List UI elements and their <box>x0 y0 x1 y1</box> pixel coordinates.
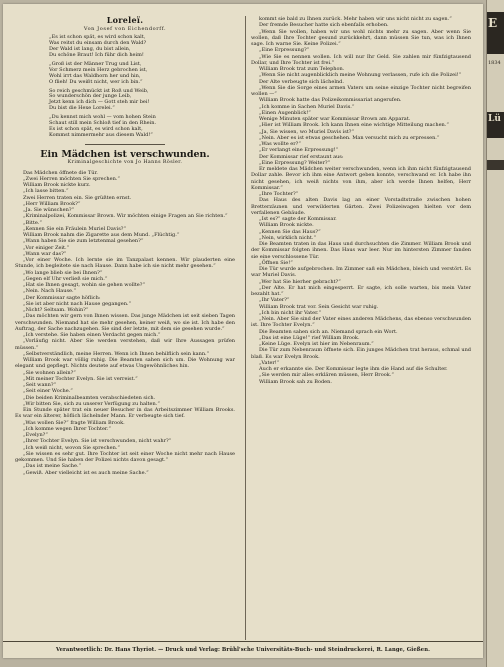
poem-title: Loreleï. <box>106 15 144 25</box>
poem-line: Es ist schon spät, es wird schon kalt, <box>49 125 143 132</box>
story-paragraph: „Sie wohnen allein?“ <box>23 369 76 376</box>
story-paragraph: kommt sie bald zu Ihnen zurück. Mehr haben wir uns nicht nicht zu sagen.“ <box>259 16 452 22</box>
story-paragraph: „Wenn Sie wollen, haben wir uns wohl nichts mehr zu sagen. Aber wenn Sie wollen, daß Ihre Tochter gesund zurückkehrt, dann müssen Sie tun, was ich Ihnen sage. Ich warne Sie. Keine Polizei.“ <box>251 28 471 47</box>
story-paragraph: Das Mädchen öffnete die Tür. <box>23 169 98 176</box>
edge-word-1: Lü <box>488 114 501 124</box>
story-paragraph: „Selbstverständlich, meine Herren. Wenn ich Ihnen behilflich sein kann.“ <box>23 350 210 357</box>
poem-line: Wohl irrt das Waldhorn her und hin, <box>49 72 141 79</box>
poem-stanzas <box>15 35 235 139</box>
masthead-fragment-3 <box>487 160 504 170</box>
story-paragraph: „Wenn Sie die Sorge eines armen Vaters um seine einzige Tochter nicht begreifen wollen —“ <box>251 84 471 97</box>
story-paragraph: „Wir bitten Sie, sich zu unserer Verfügung zu halten.“ <box>23 400 160 407</box>
story-paragraph: „Sie werden mir alles erklären müssen, Herr Brook.“ <box>259 372 394 379</box>
poem-stanza <box>15 89 235 113</box>
poem-line: Du bist die Hexe Lorelei.“ <box>49 105 115 112</box>
masthead-letter: E <box>488 16 498 30</box>
story-paragraph: „Gegen elf Uhr verließ sie mich.“ <box>23 275 108 282</box>
story-paragraph: Der Alte verbeugte sich lächelnd. <box>259 78 344 85</box>
story-paragraph: „Das ist meine Sache.“ <box>23 463 82 470</box>
story-paragraph: William Brook hatte das Polizeikommissariat angerufen. <box>259 97 402 104</box>
imprint-footer: Verantwortlich: Dr. Hans Thyriot. — Druck und Verlag: Brühl'sche Universitäts-Buch- und Steindruckerei, R. Lange, Gießen. <box>3 641 483 658</box>
story-subtitle: Kriminalgeschichte von Jo Hanns Rösler. <box>67 160 183 166</box>
story-paragraph: „Vater!“ <box>259 359 280 366</box>
story-paragraph: „Keine Lüge. Evelyn ist hier im Nebenraum.“ <box>259 341 374 347</box>
story-paragraph: Der Kommissar rief erstaunt aus: <box>259 153 344 160</box>
adjacent-page-edge <box>486 0 504 667</box>
story-paragraph: „Nein. Aber es ist etwas geschehen. Man versucht mich zu erpressen.“ <box>259 134 440 141</box>
story-paragraph: „Seit einer Woche.“ <box>23 388 73 395</box>
story-paragraph: „Ich weiß nicht, wovon Sie sprechen.“ <box>23 444 120 451</box>
story-paragraph: „Eine Erpressung? Weiter?“ <box>259 159 331 166</box>
story-paragraph: „Ihrer Tochter Evelyn. Sie ist verschwunden, nicht wahr?“ <box>23 438 172 445</box>
story-paragraph: Die Beamten sahen sich an. Niemand sprach ein Wort. <box>259 328 398 335</box>
story-paragraph: „Ich verstehe. Sie haben einen Verdacht gegen mich.“ <box>23 332 161 339</box>
story-paragraph: „Sie wissen es sehr gut. Ihre Tochter ist seit einer Woche nicht mehr nach Hause gekommen. Und Sie haben der Polizei nichts davon gesagt.“ <box>15 450 235 464</box>
column-divider <box>245 16 246 640</box>
story-paragraph: „Gewiß. Aber vielleicht ist es auch meine Sache.“ <box>23 469 149 476</box>
edge-word-2: 1834 <box>488 60 501 66</box>
story-paragraph: „Ihr Vater?“ <box>259 297 290 304</box>
poem-author: Von Josef von Eichendorff. <box>83 26 167 32</box>
story-paragraph: „Wer hat Sie hierher gebracht?“ <box>259 278 341 285</box>
story-paragraph: „Seit wann?“ <box>23 382 57 389</box>
story-paragraph: Wenige Minuten später war Kommissar Brown am Apparat. <box>259 116 411 122</box>
story-paragraph: „Hat sie Ihnen gesagt, wohin sie gehen wollte?“ <box>23 282 145 289</box>
story-paragraph: „Nicht? Seltsam. Wohin?“ <box>23 307 89 314</box>
poem-line: O flieh! Du weißt nicht, wer ich bin.“ <box>49 78 143 85</box>
story-paragraph: William Brook war völlig ruhig. Die Beamten sahen sich um. Die Wohnung war elegant und gepflegt. Nichts deutete auf etwas Ungewöhnliches hin. <box>15 357 235 370</box>
right-column <box>251 16 471 385</box>
story-paragraph: Auch er erkannte sie. Der Kommissar legte ihm die Hand auf die Schulter. <box>259 366 448 372</box>
story-paragraph: „Vorläufig nicht. Aber Sie werden verstehen, daß wir Ihre Aussagen prüfen müssen.“ <box>15 338 235 351</box>
poem-line: Vor Schmerz mein Herz gebrochen ist, <box>49 66 148 73</box>
story-paragraph: „Das möchten wir gern von Ihnen wissen. Das junge Mädchen ist seit sieben Tagen verschwunden. Niemand hat sie mehr gesehen, keiner weiß, wo sie ist. Ich habe den Auftrag, der Sache nachzugehen. Sie sind der letzte, mit dem sie gesehen wurde.“ <box>15 313 235 332</box>
story-paragraph: „Ich bin nicht ihr Vater.“ <box>259 309 322 316</box>
story-paragraph: William Brook nahm die Zigarette aus dem Mund. „Flüchtig.“ <box>23 232 180 239</box>
story-paragraph: „Wo lange blieb sie bei Ihnen?“ <box>23 269 103 276</box>
story-paragraph: „Ich komme in Sachen Muriel Davis.“ <box>259 103 355 110</box>
poem-stanza <box>15 35 235 59</box>
story-paragraph: „Zwei Herren möchten Sie sprechen.“ <box>23 175 120 182</box>
story-paragraph: „Öffnen Sie!“ <box>259 259 293 266</box>
poem-line: Du schöne Braut! Ich führ dich heim! <box>49 51 144 58</box>
story-paragraph: Ein Stunde später trat ein neuer Besucher in das Arbeitszimmer William Brooks. Es war ein älterer, höflich lächelnder Mann. Er verbeugte sich tief. <box>15 407 235 420</box>
story-paragraph: Zwei Herren traten ein. Sie grüßten ernst. <box>23 194 132 201</box>
poem-line: So reich geschmückt ist Roß und Weib, <box>49 87 149 94</box>
newspaper-page <box>3 4 483 658</box>
story-text-left <box>15 170 235 476</box>
story-paragraph: William Brook trat zum Telephon. <box>259 66 345 72</box>
story-paragraph: „Wenn Sie nicht augenblicklich meine Wohnung verlassen, rufe ich die Polizei!“ <box>259 72 462 79</box>
story-paragraph: „Er verlangt eine Erpressung!“ <box>259 147 339 154</box>
story-paragraph: Die Beamten traten in das Haus und durchsuchten die Zimmer. William Brook und der Kommissar folgten ihnen. Das Haus war leer. Nur im hintersten Zimmer fanden sie eine verschlossene Tür. <box>251 241 471 260</box>
left-column <box>15 16 235 476</box>
story-paragraph: Die Tür zum Nebenraum öffnete sich. Ein junges Mädchen trat heraus, schmal und blaß. Es war Evelyn Brook. <box>251 347 471 360</box>
story-paragraph: „Ist es?“ sagte der Kommissar. <box>259 216 337 222</box>
story-paragraph: „Wann haben Sie sie zum letztenmal gesehen?“ <box>23 238 144 245</box>
story-paragraph: „Kennen Sie ein Fräulein Muriel Davis?“ <box>23 225 127 232</box>
story-paragraph: „Ja. Sie wünschen?“ <box>23 207 75 214</box>
section-divider <box>85 144 165 145</box>
story-paragraph: „Evelyn?“ <box>23 432 48 439</box>
poem-stanza <box>15 115 235 139</box>
story-paragraph: „Der Alte. Er hat mich eingesperrt. Er sagte, ich solle warten, bis mein Vater bezahlt hat.“ <box>251 284 471 297</box>
story-paragraph: Er meldete das Mädchen weiter verschwunden, wenn ich ihm nicht fünfzigtausend Dollar zahle. Bevor ich ihm eine Antwort geben konnte, verschwand er. Ich habe ihn nicht gesehen, ich weiß nichts von ihm, aber ich werde Ihnen helfen, Herr Kommissar.“ <box>251 166 471 191</box>
story-paragraph: „Hier ist William Brook. Ich kann Ihnen eine wichtige Mitteilung machen.“ <box>259 122 449 129</box>
story-paragraph: William Brook sah zu Boden. <box>259 378 332 385</box>
story-paragraph: „Eine Erpressung?“ <box>259 47 310 54</box>
story-paragraph: „Vor einiger Zeit.“ <box>23 244 70 251</box>
story-paragraph: „Was wollte er?“ <box>259 141 301 147</box>
story-paragraph: „Die beiden Kriminalbeamten verabschiedeten sich. <box>23 394 156 401</box>
story-paragraph: „Wann war das?“ <box>23 250 67 257</box>
story-paragraph: „Nein. Aber Sie sind der Vater eines anderen Mädchens, das ebenso verschwunden ist. Ihre Tochter Evelyn.“ <box>251 316 471 329</box>
poem-line: Kommst nimmermehr aus diesem Wald!“ <box>49 131 153 138</box>
story-paragraph: „Der Kommissar sagte höflich: <box>23 294 101 301</box>
poem-line: Schaut still mein Schloß tief in den Rhein. <box>49 120 157 127</box>
story-paragraph: „Ich lasse bitten.“ <box>23 188 69 195</box>
poem-line: „Es ist schon spät, es wird schon kalt, <box>49 34 146 41</box>
poem-line: Was reitst du einsam durch den Wald? <box>49 40 147 47</box>
story-paragraph: „Ihre Tochter?“ <box>259 191 299 197</box>
story-paragraph: „Kriminalpolizei, Kommissar Brown. Wir möchten einige Fragen an Sie richten.“ <box>23 213 228 220</box>
story-paragraph: „Das ist eine Lüge!“ rief William Brook. <box>259 334 360 341</box>
story-paragraph: William Brook trat vor. Sein Gesicht war ruhig. <box>259 303 379 310</box>
poem-line: „Groß ist der Männer Trug und List, <box>49 60 142 67</box>
story-title: Ein Mädchen ist verschwunden. <box>40 149 210 161</box>
story-paragraph: „Ja, Sie wissen, wo Muriel Davis ist?“ <box>259 128 355 135</box>
poem-line: Jetzt kenn ich dich — Gott steh mir bei! <box>49 99 150 106</box>
poem-line: „Du kennst mich wohl — vom hohen Stein <box>49 114 156 121</box>
poem-stanza <box>15 62 235 86</box>
story-paragraph: „Wie Sie es nennen wollen. Ich will nur Ihr Geld. Sie zahlen mir fünfzigtausend Dollar, und Ihre Tochter ist frei.“ <box>251 53 471 66</box>
story-paragraph: „Ich komme wegen Ihrer Tochter.“ <box>23 425 111 432</box>
poem-line: Der Wald ist lang, du bist allein, <box>49 46 131 53</box>
story-paragraph: „Herr William Brook?“ <box>23 200 81 207</box>
story-paragraph: „Was wollen Sie?“ fragte William Brook. <box>23 419 125 426</box>
story-paragraph: „Bitte.“ <box>23 219 42 226</box>
story-paragraph: „Kennen Sie das Haus?“ <box>259 228 321 235</box>
poem-line: So wunderschön der junge Leib, <box>49 93 132 100</box>
story-paragraph: „Mit meiner Tochter Evelyn. Sie ist verreist.“ <box>23 375 138 382</box>
story-paragraph: William Brook nickte. <box>259 222 314 229</box>
story-paragraph: Das Haus des alten Davis lag an einer Vorstadtstraße zwischen hohen Bretterzäunen und verwilderten Gärten. Zwei Polizeiwagen hielten vor dem verfallenen Gebäude. <box>251 197 471 216</box>
poem <box>15 16 235 139</box>
story-paragraph: „Vor einer Woche. Ich lernte sie im Tanzpalast kennen. Wir plauderten eine Stunde, ich begleitete sie nach Hause. Dann habe ich sie nicht mehr gesehen.“ <box>15 257 235 270</box>
page-fold <box>486 0 487 667</box>
story-paragraph: Die Tür wurde aufgebrochen. Im Zimmer saß ein Mädchen, bleich und verstört. Es war Muriel Davis. <box>251 266 471 279</box>
story-paragraph: Der fremde Besucher hatte sich ebenfalls erhoben. <box>259 22 389 29</box>
story-text-right <box>251 16 471 385</box>
story-paragraph: „Einen Augenblick!“ <box>259 109 311 116</box>
story-paragraph: „Sie ist aber nicht nach Hause gegangen.“ <box>23 300 132 307</box>
story-paragraph: „Nein, wirklich nicht.“ <box>259 234 317 241</box>
story-paragraph: William Brook nickte kurz. <box>23 182 91 189</box>
story-paragraph: „Nein. Nach Hause.“ <box>23 288 77 295</box>
